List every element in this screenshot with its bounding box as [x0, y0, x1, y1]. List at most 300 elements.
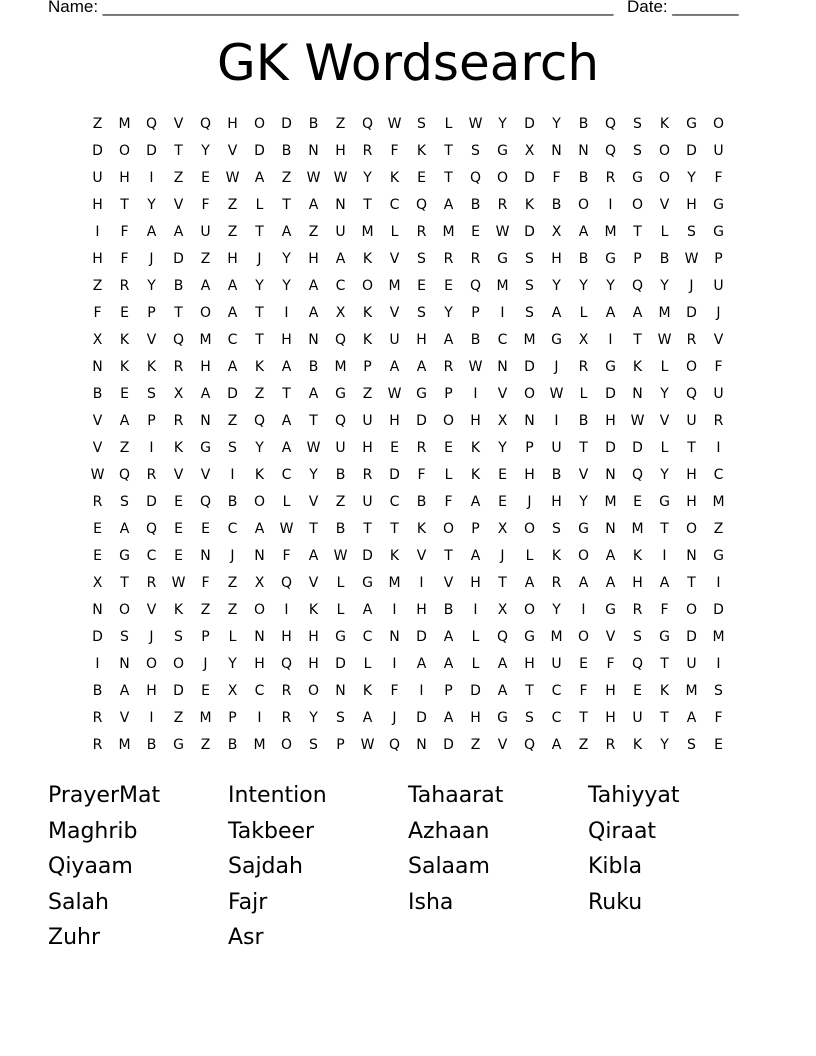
grid-letter: A	[470, 548, 481, 564]
grid-letter: Y	[660, 467, 669, 483]
grid-letter: X	[497, 413, 508, 429]
grid-letter: C	[497, 332, 508, 348]
grid-letter: F	[579, 683, 588, 699]
grid-letter: A	[443, 629, 454, 645]
grid-letter: L	[444, 116, 453, 132]
grid-letter: E	[633, 683, 642, 699]
grid-letter: B	[578, 413, 589, 429]
grid-letter: B	[173, 278, 184, 294]
grid-letter: S	[714, 683, 723, 699]
grid-letter: V	[146, 602, 157, 618]
grid-letter: H	[281, 332, 292, 348]
grid-letter: A	[578, 575, 589, 591]
grid-letter: A	[227, 305, 238, 321]
grid-letter: A	[551, 737, 562, 753]
grid-letter: Z	[227, 197, 238, 213]
grid-letter: V	[578, 467, 589, 483]
grid-letter: A	[524, 575, 535, 591]
grid-letter: A	[551, 305, 562, 321]
grid-letter: K	[470, 440, 481, 456]
grid-letter: A	[443, 197, 454, 213]
word-list-item: Azhaan	[408, 818, 490, 844]
grid-letter: Z	[200, 251, 211, 267]
grid-letter: Y	[282, 278, 291, 294]
grid-letter: P	[147, 305, 156, 321]
grid-letter: J	[149, 251, 154, 267]
grid-letter: H	[605, 683, 616, 699]
grid-letter: I	[284, 602, 289, 618]
grid-letter: J	[392, 710, 397, 726]
grid-letter: T	[174, 143, 183, 159]
grid-letter: O	[712, 116, 725, 132]
grid-letter: P	[363, 359, 372, 375]
grid-letter: T	[525, 683, 534, 699]
grid-letter: D	[524, 116, 535, 132]
grid-letter: L	[660, 440, 669, 456]
grid-letter: X	[92, 332, 103, 348]
word-list-item: Qiyaam	[48, 854, 133, 879]
grid-letter: Z	[227, 224, 238, 240]
grid-letter: R	[362, 143, 373, 159]
grid-letter: A	[200, 278, 211, 294]
grid-letter: U	[362, 494, 373, 510]
grid-letter: A	[497, 683, 508, 699]
grid-letter: Z	[281, 170, 292, 186]
grid-letter: U	[551, 656, 562, 672]
grid-letter: G	[119, 548, 130, 564]
grid-letter: E	[93, 548, 102, 564]
grid-letter: C	[389, 197, 400, 213]
grid-letter: W	[225, 170, 240, 186]
grid-letter: N	[200, 413, 211, 429]
grid-letter: G	[497, 251, 508, 267]
grid-letter: E	[390, 440, 399, 456]
grid-letter: S	[633, 629, 642, 645]
grid-letter: Y	[579, 494, 588, 510]
grid-letter: V	[713, 332, 724, 348]
grid-letter: X	[551, 224, 562, 240]
grid-letter: R	[497, 197, 508, 213]
grid-letter: O	[577, 197, 590, 213]
grid-letter: Y	[255, 278, 264, 294]
grid-letter: O	[685, 602, 698, 618]
grid-letter: R	[443, 251, 454, 267]
grid-letter: N	[632, 386, 643, 402]
grid-letter: R	[281, 683, 292, 699]
grid-letter: X	[254, 575, 265, 591]
grid-letter: L	[363, 656, 372, 672]
grid-letter: Z	[200, 602, 211, 618]
grid-letter: Z	[254, 386, 265, 402]
grid-letter: H	[200, 359, 211, 375]
grid-letter: Y	[498, 440, 507, 456]
grid-row	[84, 143, 732, 170]
grid-letter: M	[604, 224, 617, 240]
grid-letter: E	[93, 521, 102, 537]
grid-letter: O	[577, 629, 590, 645]
grid-row	[84, 737, 732, 764]
grid-letter: X	[227, 683, 238, 699]
grid-letter: E	[120, 386, 129, 402]
grid-letter: Q	[604, 143, 617, 159]
grid-letter: L	[255, 197, 264, 213]
grid-letter: J	[149, 629, 154, 645]
grid-letter: W	[333, 548, 348, 564]
grid-letter: M	[199, 710, 212, 726]
grid-letter: S	[525, 710, 534, 726]
grid-letter: U	[713, 278, 724, 294]
grid-letter: W	[279, 521, 294, 537]
grid-letter: F	[714, 710, 723, 726]
grid-letter: W	[171, 575, 186, 591]
grid-letter: S	[525, 278, 534, 294]
grid-letter: Q	[631, 278, 644, 294]
grid-letter: O	[631, 197, 644, 213]
grid-letter: Z	[227, 602, 238, 618]
grid-letter: M	[496, 278, 509, 294]
grid-letter: M	[604, 494, 617, 510]
word-list-item: Ruku	[588, 889, 643, 915]
grid-letter: V	[443, 575, 454, 591]
grid-letter: D	[335, 656, 346, 672]
word-list-item: Salaam	[408, 854, 490, 879]
grid-letter: L	[336, 575, 345, 591]
grid-letter: M	[388, 575, 401, 591]
letter-grid	[84, 116, 732, 764]
grid-letter: M	[253, 737, 266, 753]
grid-letter: O	[172, 656, 185, 672]
grid-letter: A	[335, 251, 346, 267]
grid-letter: A	[578, 224, 589, 240]
grid-letter: D	[416, 710, 427, 726]
grid-row	[84, 305, 732, 332]
grid-letter: L	[525, 548, 534, 564]
grid-letter: Z	[308, 224, 319, 240]
grid-letter: E	[174, 521, 183, 537]
grid-letter: H	[524, 467, 535, 483]
grid-letter: A	[119, 413, 130, 429]
grid-letter: N	[389, 629, 400, 645]
grid-letter: Y	[552, 602, 561, 618]
grid-letter: Y	[444, 305, 453, 321]
grid-letter: H	[470, 413, 481, 429]
word-list-item: Kibla	[588, 854, 643, 879]
grid-letter: K	[362, 305, 373, 321]
word-list-item: Tahiyyat	[588, 783, 680, 808]
grid-letter: A	[686, 710, 697, 726]
grid-letter: F	[552, 170, 561, 186]
grid-letter: M	[361, 224, 374, 240]
word-list-item: Intention	[228, 783, 327, 808]
grid-letter: U	[335, 440, 346, 456]
grid-letter: W	[360, 737, 375, 753]
grid-letter: Z	[335, 494, 346, 510]
grid-letter: Q	[172, 332, 185, 348]
grid-letter: E	[201, 170, 210, 186]
grid-letter: S	[147, 386, 156, 402]
grid-letter: V	[497, 737, 508, 753]
grid-letter: E	[498, 467, 507, 483]
grid-letter: H	[308, 656, 319, 672]
grid-letter: B	[146, 737, 157, 753]
grid-letter: A	[362, 602, 373, 618]
grid-letter: X	[173, 386, 184, 402]
grid-letter: F	[93, 305, 102, 321]
grid-letter: D	[713, 602, 724, 618]
grid-row	[84, 332, 732, 359]
grid-letter: G	[605, 602, 616, 618]
grid-letter: J	[689, 278, 694, 294]
grid-letter: S	[687, 737, 696, 753]
grid-letter: A	[605, 548, 616, 564]
grid-row	[84, 548, 732, 575]
grid-letter: A	[470, 494, 481, 510]
grid-letter: B	[578, 170, 589, 186]
grid-letter: F	[282, 548, 291, 564]
grid-letter: Q	[280, 575, 293, 591]
grid-letter: H	[605, 413, 616, 429]
grid-letter: D	[146, 494, 157, 510]
grid-letter: K	[632, 548, 643, 564]
grid-letter: Y	[201, 143, 210, 159]
grid-letter: E	[417, 170, 426, 186]
grid-letter: H	[605, 710, 616, 726]
grid-letter: C	[551, 683, 562, 699]
grid-row	[84, 683, 732, 710]
name-field-line: Name: ______________________________________________________	[48, 0, 614, 16]
grid-letter: S	[417, 251, 426, 267]
grid-letter: H	[632, 575, 643, 591]
grid-letter: Y	[552, 116, 561, 132]
grid-letter: K	[119, 332, 130, 348]
grid-letter: K	[389, 548, 400, 564]
grid-letter: S	[120, 629, 129, 645]
grid-letter: H	[551, 494, 562, 510]
grid-letter: I	[149, 440, 154, 456]
word-list-item: PrayerMat	[48, 783, 161, 808]
grid-letter: H	[416, 332, 427, 348]
grid-letter: O	[496, 170, 509, 186]
word-list	[48, 781, 768, 959]
grid-letter: V	[173, 116, 184, 132]
grid-letter: A	[659, 575, 670, 591]
grid-row	[84, 251, 732, 278]
word-list-item: Tahaarat	[408, 783, 504, 808]
grid-letter: H	[335, 143, 346, 159]
grid-letter: K	[632, 737, 643, 753]
grid-letter: T	[120, 575, 129, 591]
grid-letter: R	[632, 602, 643, 618]
grid-letter: K	[524, 197, 535, 213]
grid-letter: O	[523, 521, 536, 537]
grid-letter: Z	[173, 170, 184, 186]
grid-letter: W	[468, 116, 483, 132]
grid-letter: A	[308, 305, 319, 321]
grid-letter: E	[444, 440, 453, 456]
grid-letter: A	[416, 359, 427, 375]
grid-letter: I	[284, 305, 289, 321]
grid-letter: I	[473, 386, 478, 402]
grid-letter: C	[227, 521, 238, 537]
grid-letter: D	[227, 386, 238, 402]
grid-letter: I	[608, 197, 613, 213]
grid-letter: Q	[253, 413, 266, 429]
grid-letter: I	[392, 656, 397, 672]
grid-letter: X	[578, 332, 589, 348]
grid-letter: O	[685, 359, 698, 375]
grid-letter: Y	[228, 656, 237, 672]
grid-letter: K	[254, 467, 265, 483]
grid-letter: W	[468, 359, 483, 375]
grid-letter: K	[362, 332, 373, 348]
grid-letter: H	[146, 683, 157, 699]
grid-letter: K	[389, 170, 400, 186]
grid-letter: S	[552, 521, 561, 537]
grid-letter: B	[416, 494, 427, 510]
grid-row	[84, 440, 732, 467]
grid-letter: R	[146, 575, 157, 591]
grid-letter: A	[497, 656, 508, 672]
grid-letter: E	[471, 224, 480, 240]
grid-letter: Q	[334, 413, 347, 429]
grid-letter: K	[146, 359, 157, 375]
grid-letter: L	[282, 494, 291, 510]
grid-letter: J	[257, 251, 262, 267]
grid-letter: A	[605, 305, 616, 321]
grid-letter: N	[605, 467, 616, 483]
grid-letter: Z	[92, 278, 103, 294]
grid-letter: K	[470, 467, 481, 483]
grid-letter: O	[658, 143, 671, 159]
grid-letter: B	[227, 737, 238, 753]
grid-letter: P	[201, 629, 210, 645]
grid-row	[84, 521, 732, 548]
grid-letter: I	[257, 710, 262, 726]
grid-letter: D	[389, 467, 400, 483]
word-list-item: Maghrib	[48, 818, 138, 844]
grid-letter: F	[120, 224, 129, 240]
grid-letter: J	[716, 305, 721, 321]
grid-letter: M	[712, 494, 725, 510]
grid-letter: G	[578, 521, 589, 537]
grid-letter: K	[362, 251, 373, 267]
grid-letter: D	[416, 629, 427, 645]
grid-letter: P	[147, 413, 156, 429]
grid-letter: S	[525, 305, 534, 321]
grid-letter: U	[632, 710, 643, 726]
grid-letter: H	[524, 656, 535, 672]
grid-letter: Q	[631, 656, 644, 672]
grid-letter: K	[308, 602, 319, 618]
grid-letter: E	[417, 278, 426, 294]
grid-letter: K	[362, 683, 373, 699]
grid-letter: N	[686, 548, 697, 564]
grid-letter: S	[336, 710, 345, 726]
grid-letter: Y	[552, 278, 561, 294]
grid-letter: M	[631, 521, 644, 537]
grid-letter: V	[659, 197, 670, 213]
grid-letter: T	[309, 413, 318, 429]
grid-letter: V	[605, 629, 616, 645]
grid-letter: Y	[147, 197, 156, 213]
grid-letter: L	[390, 224, 399, 240]
grid-letter: G	[686, 116, 697, 132]
grid-letter: P	[714, 251, 723, 267]
grid-row	[84, 494, 732, 521]
grid-letter: A	[281, 359, 292, 375]
grid-letter: E	[120, 305, 129, 321]
grid-letter: J	[230, 548, 235, 564]
grid-letter: A	[173, 224, 184, 240]
grid-letter: T	[633, 224, 642, 240]
grid-letter: H	[551, 251, 562, 267]
grid-letter: A	[443, 656, 454, 672]
grid-letter: Q	[631, 467, 644, 483]
grid-letter: I	[392, 602, 397, 618]
grid-letter: N	[308, 332, 319, 348]
grid-letter: B	[470, 332, 481, 348]
grid-letter: M	[658, 305, 671, 321]
grid-letter: J	[500, 548, 505, 564]
grid-letter: M	[118, 737, 131, 753]
grid-letter: W	[657, 332, 672, 348]
grid-letter: H	[686, 494, 697, 510]
grid-letter: N	[308, 143, 319, 159]
grid-letter: O	[199, 305, 212, 321]
grid-row	[84, 386, 732, 413]
grid-letter: Y	[606, 278, 615, 294]
grid-letter: A	[389, 359, 400, 375]
grid-letter: S	[120, 494, 129, 510]
grid-letter: I	[716, 575, 721, 591]
date-field-line: Date: _______	[627, 0, 739, 16]
grid-letter: W	[90, 467, 105, 483]
grid-letter: T	[255, 224, 264, 240]
grid-letter: T	[390, 521, 399, 537]
grid-letter: K	[551, 548, 562, 564]
grid-letter: V	[173, 197, 184, 213]
grid-letter: B	[227, 494, 238, 510]
grid-letter: T	[255, 305, 264, 321]
grid-letter: H	[92, 197, 103, 213]
grid-letter: L	[579, 305, 588, 321]
grid-letter: I	[230, 467, 235, 483]
grid-letter: H	[119, 170, 130, 186]
grid-letter: T	[660, 710, 669, 726]
grid-letter: H	[227, 251, 238, 267]
grid-letter: Q	[361, 116, 374, 132]
grid-letter: X	[497, 602, 508, 618]
grid-letter: T	[633, 332, 642, 348]
grid-letter: V	[389, 251, 400, 267]
grid-letter: A	[227, 278, 238, 294]
grid-letter: N	[92, 359, 103, 375]
grid-letter: B	[92, 386, 103, 402]
grid-letter: Z	[173, 710, 184, 726]
grid-letter: H	[389, 413, 400, 429]
grid-letter: R	[92, 710, 103, 726]
grid-letter: A	[443, 710, 454, 726]
grid-letter: H	[416, 602, 427, 618]
grid-letter: C	[227, 332, 238, 348]
grid-letter: O	[685, 521, 698, 537]
grid-letter: E	[201, 683, 210, 699]
grid-letter: F	[390, 143, 399, 159]
grid-letter: I	[149, 710, 154, 726]
grid-row	[84, 278, 732, 305]
grid-letter: D	[470, 683, 481, 699]
grid-row	[84, 170, 732, 197]
